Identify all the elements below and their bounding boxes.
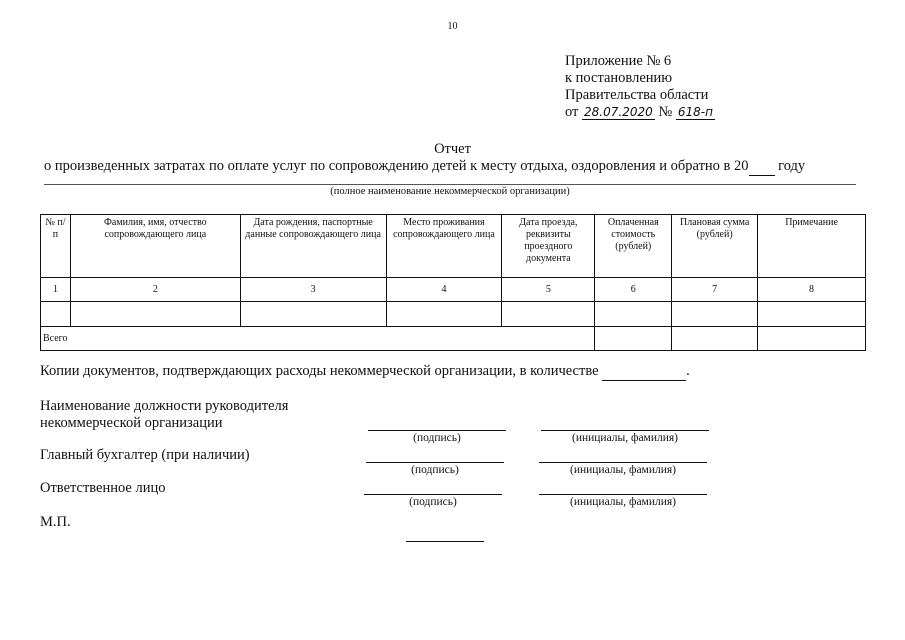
responsible-signature-line[interactable] [364,494,502,495]
responsible-label: Ответственное лицо [40,480,166,496]
handwritten-number: 618-п [677,105,713,119]
table-cell[interactable] [672,302,758,327]
responsible-name-line[interactable] [539,494,707,495]
total-cell[interactable] [672,327,758,351]
appendix-line-3: Правительства области [565,87,709,103]
head-label-line-2: некоммерческой организации [40,415,223,431]
header-cell: Дата рождения, паспортные данные сопровождающего лица [240,215,386,278]
column-number: 2 [70,278,240,302]
appendix-header [565,53,715,121]
number-prefix: № [658,104,673,120]
total-cell[interactable] [595,327,672,351]
column-number: 8 [758,278,866,302]
appendix-date-line [565,104,715,121]
table-cell[interactable] [41,302,71,327]
table-row [41,302,866,327]
stamp-label: М.П. [40,514,71,530]
head-signature-line[interactable] [368,430,506,431]
column-number: 4 [386,278,502,302]
header-cell: Плановая сумма (рублей) [672,215,758,278]
name-caption: (инициалы, фамилия) [569,464,677,476]
report-table [40,214,866,351]
signature-caption: (подпись) [411,464,459,476]
header-cell: Дата проезда, реквизиты проездного документа [502,215,595,278]
subtitle-tail: году [778,158,806,174]
header-cell: Примечание [758,215,866,278]
table-cell[interactable] [595,302,672,327]
table-header-row [41,215,866,278]
name-caption: (инициалы, фамилия) [569,496,677,508]
date-prefix: от [565,104,579,120]
table-cell[interactable] [386,302,502,327]
table-cell[interactable] [70,302,240,327]
column-number: 1 [41,278,71,302]
table-cell[interactable] [502,302,595,327]
signature-caption: (подпись) [413,432,461,444]
year-blank [749,158,775,176]
copies-statement: Копии документов, подтверждающих расходы некоммерческой организации, в количестве . [40,363,690,379]
table-cell[interactable] [758,302,866,327]
total-label: Всего [41,327,595,351]
head-name-line[interactable] [541,430,709,431]
signature-caption: (подпись) [409,496,457,508]
appendix-line-1: Приложение № 6 [565,53,672,69]
column-number: 5 [502,278,595,302]
accountant-label: Главный бухгалтер (при наличии) [40,447,250,463]
column-number: 7 [672,278,758,302]
copies-count-blank[interactable] [602,363,686,381]
organization-caption: (полное наименование некоммерческой организации) [330,186,570,197]
accountant-signature-line[interactable] [366,462,504,463]
column-number: 6 [595,278,672,302]
subtitle-text: о произведенных затратах по оплате услуг по сопровождению детей к месту отдыха, оздоровления и обратно в 20 [44,158,749,174]
stamp-line [406,541,484,542]
organization-name-line [44,184,856,185]
head-label-line-1: Наименование должности руководителя [40,398,289,414]
name-caption: (инициалы, фамилия) [571,432,679,444]
report-title: Отчет [434,141,471,157]
header-cell: № п/п [41,215,71,278]
header-cell: Место проживания сопровождающего лица [386,215,502,278]
column-number: 3 [240,278,386,302]
head-label [40,398,288,432]
accountant-name-line[interactable] [539,462,707,463]
total-cell[interactable] [758,327,866,351]
header-cell: Фамилия, имя, отчество сопровождающего лица [70,215,240,278]
report-subtitle [44,158,805,176]
column-number-row [41,278,866,302]
page-number: 10 [447,21,458,32]
copies-text: Копии документов, подтверждающих расходы некоммерческой организации, в количестве [40,363,599,379]
header-cell: Оплаченная стоимость (рублей) [595,215,672,278]
table-cell[interactable] [240,302,386,327]
appendix-line-2: к постановлению [565,70,673,86]
handwritten-date: 28.07.2020 [584,105,653,119]
total-row [41,327,866,351]
